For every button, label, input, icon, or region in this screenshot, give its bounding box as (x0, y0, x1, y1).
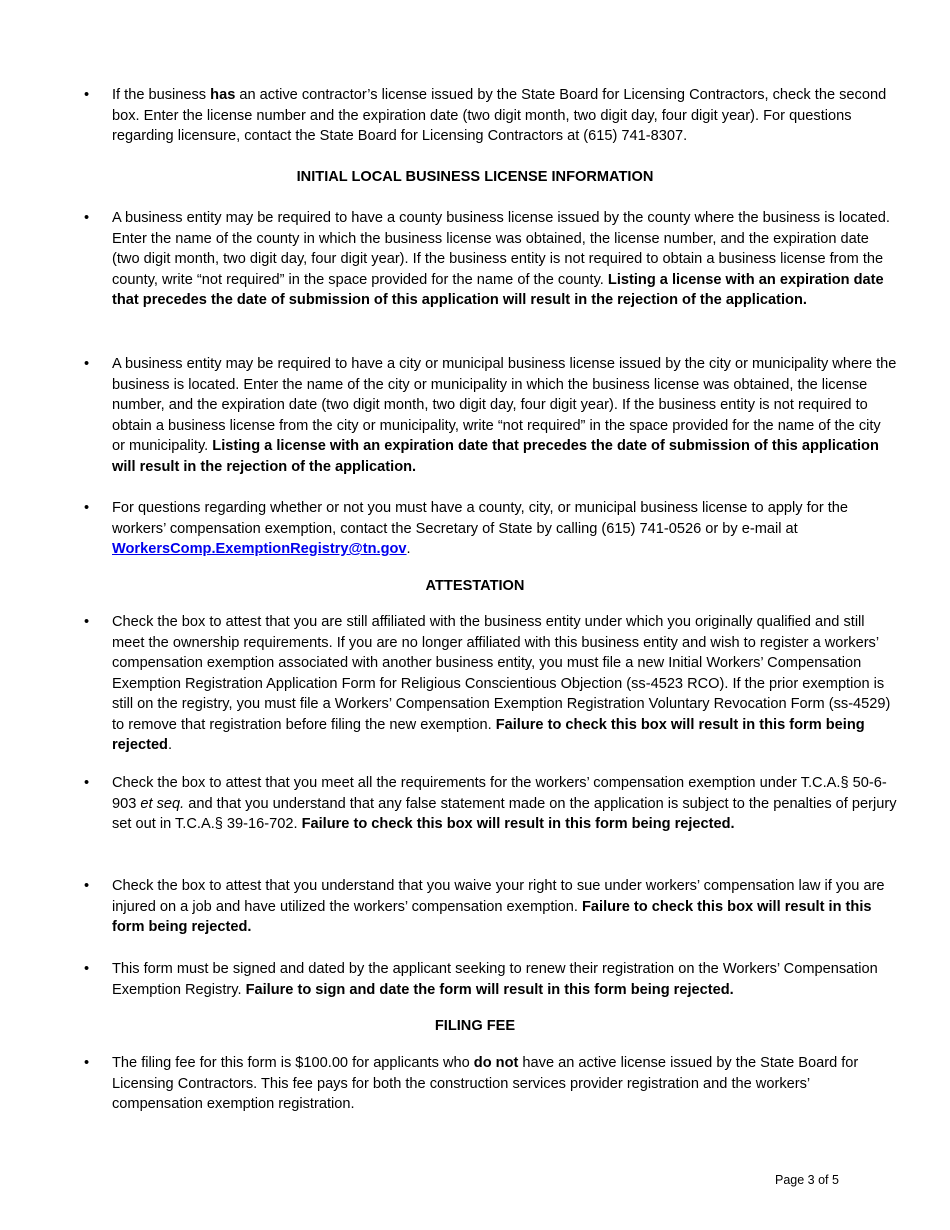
bullet-item-filing-fee (84, 1053, 897, 1115)
page-number: Page 3 of 5 (775, 1173, 839, 1187)
bullet-marker: • (84, 87, 90, 103)
item-text: A business entity may be required to have a county business license issued by the county where the business is located. Enter the name of the county in which the business license was obtained, the license number, and the expiration date (two digit month, two digit day, four digit year). If the business entity is not required to obtain a business license from the county, write “not required” in the space provided for the name of the county. (112, 210, 890, 288)
bullet-item-city-license (84, 354, 897, 477)
item-emphasis: Listing a license with an expiration date that precedes the date of submission of this application will result in the rejection of the application. (112, 271, 884, 308)
item-emphasis: do not (473, 1055, 519, 1071)
item-text: . (167, 737, 173, 753)
bullet-item-requirements (84, 773, 897, 835)
item-emphasis: Listing a license with an expiration date that precedes the date of submission of this application will result in the rejection of the application. (112, 438, 879, 475)
bullet-marker: • (84, 961, 90, 977)
item-text: have an active license issued by the State Board for Licensing Contractors. This fee pays for both the construction services provider registration and the workers’ compensation exemption registration. (112, 1055, 859, 1112)
item-text: This form must be signed and dated by the applicant seeking to renew their registration on the Workers’ Compensation Exemption Registry. (112, 961, 878, 998)
bullet-item-questions (84, 498, 897, 560)
item-text: Check the box to attest that you meet all the requirements for the workers’ compensation exemption under T.C.A.§ 50-6-903 (112, 775, 887, 812)
item-emphasis: Failure to check this box will result in this form being rejected. (301, 816, 735, 832)
item-text: A business entity may be required to have a city or municipal business license issued by the city or municipality where the business is located. Enter the name of the city or municipality in which the business license was obtained, the license number, and the expiration date (two digit month, two digit day, four digit year). If the business entity is not required to obtain a business license from the city or municipality, write “not required” in the space provided for the name of the city or municipality. (112, 356, 897, 454)
bullet-item-sign-date (84, 959, 897, 1000)
bullet-marker: • (84, 500, 90, 516)
item-text: The filing fee for this form is $100.00 for applicants who (112, 1055, 474, 1071)
bullet-marker: • (84, 356, 90, 372)
bullet-item-affiliation (84, 612, 897, 756)
item-text: Check the box to attest that you are still affiliated with the business entity under which you originally qualified and still meet the ownership requirements. If you are no longer affiliated with this business entity and wish to register a workers’ compensation exemption associated with another business entity, you must file a new Initial Workers’ Compensation Exemption Registration Application Form for Religious Conscientious Objection (ss-4523 RCO). If the prior exemption is still on the registry, you must file a Workers’ Compensation Exemption Registration Voluntary Revocation Form (ss-4529) to remove that registration before filing the new exemption. (112, 614, 891, 733)
item-emphasis: Failure to check this box will result in this form being rejected. (112, 898, 872, 935)
bullet-marker: • (84, 1055, 90, 1071)
item-text: and that you understand that any false statement made on the application is subject to the penalties of perjury set out in T.C.A.§ 39-16-702. (112, 795, 897, 832)
item-text: For questions regarding whether or not you must have a county, city, or municipal business license to apply for the workers’ compensation exemption, contact the Secretary of State by calling (615) 741-0526 or by e-mail at (112, 500, 849, 537)
item-emphasis: has (210, 87, 236, 103)
bullet-item-active-license (84, 85, 897, 147)
item-emphasis: Failure to check this box will result in this form being rejected (112, 716, 865, 753)
item-emphasis: Failure to sign and date the form will result in this form being rejected. (245, 981, 734, 998)
item-italic: et seq. (140, 795, 185, 812)
item-text: an active contractor’s license issued by the State Board for Licensing Contractors, check the second box. Enter the license number and the expiration date (two digit month, two digit day, four digit year). For questions regarding licensure, contact the State Board for Licensing Contractors at (615) 741-8307. (112, 87, 887, 144)
bullet-marker: • (84, 775, 90, 791)
bullet-marker: • (84, 878, 90, 894)
item-text: . (406, 541, 411, 557)
heading-filing-fee: FILING FEE (434, 1018, 516, 1034)
item-text: If the business (112, 87, 211, 103)
heading-attestation: ATTESTATION (425, 578, 525, 594)
item-text: Check the box to attest that you understand that you waive your right to sue under workers’ compensation law if you are injured on a job and have utilized the workers’ compensation exemption. (112, 878, 885, 915)
bullet-item-waive-right (84, 876, 897, 938)
bullet-marker: • (84, 210, 90, 226)
heading-local-business-license: INITIAL LOCAL BUSINESS LICENSE INFORMATION (296, 169, 654, 185)
bullet-marker: • (84, 614, 90, 630)
email-link[interactable]: WorkersComp.ExemptionRegistry@tn.gov (112, 541, 407, 557)
bullet-item-county-license (84, 208, 897, 311)
